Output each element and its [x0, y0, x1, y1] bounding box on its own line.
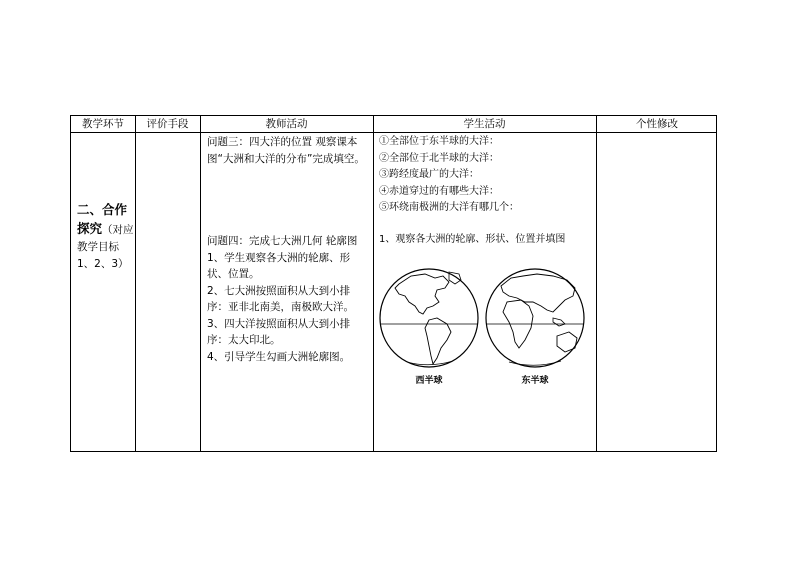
student-activity-cell [379, 134, 597, 248]
question-four: 问题四：完成七大洲几何 轮廓图 [207, 235, 358, 247]
teacher-step: 3、四大洋按照面积从大到小排序：太大印北。 [207, 317, 351, 346]
east-hemisphere-label: 东半球 [521, 376, 549, 386]
header-student-activity: 学生活动 [463, 118, 506, 130]
header-divider [71, 132, 716, 133]
lesson-plan-table [70, 115, 717, 452]
column-divider [200, 116, 201, 451]
header-teacher-activity: 教师活动 [265, 118, 308, 130]
stage-title: 二、合作探究 [77, 202, 128, 236]
ocean-question: ⑤环绕南极洲的大洋有哪几个： [379, 202, 519, 213]
eastern-hemisphere [486, 269, 584, 367]
western-hemisphere [380, 269, 478, 367]
stage-targets: 1、2、3） [77, 258, 129, 270]
ocean-question: ①全部位于东半球的大洋： [379, 136, 499, 147]
header-teaching-stage: 教学环节 [82, 118, 124, 130]
teacher-step: 2、七大洲按照面积从大到小排序：亚非北南美，南极欧大洋。 [207, 284, 354, 313]
ocean-question: ③跨经度最广的大洋： [379, 169, 479, 180]
hemisphere-map [377, 266, 597, 394]
header-evaluation: 评价手段 [146, 118, 189, 130]
stage-cell [77, 201, 135, 273]
column-divider [135, 116, 136, 451]
question-three: 问题三：四大洋的位置 观察课本图“大洲和大洋的分布”完成填空。 [207, 136, 365, 165]
ocean-question: ④赤道穿过的有哪些大洋： [379, 185, 499, 197]
west-hemisphere-label: 西半球 [415, 376, 443, 386]
header-personal-edit: 个性修改 [636, 118, 678, 130]
column-divider [373, 116, 374, 451]
map-task: 1、观察各大洲的轮廓、形状、位置并填图 [379, 233, 566, 245]
ocean-question: ②全部位于北半球的大洋： [379, 152, 499, 164]
teacher-step: 4、引导学生勾画大洲轮廓图。 [207, 350, 351, 363]
teacher-activity-cell [207, 134, 365, 365]
teacher-step: 1、学生观察各大洲的轮廓、形状、位置。 [207, 251, 351, 280]
stage-note: （对应教学目标 [77, 224, 134, 253]
